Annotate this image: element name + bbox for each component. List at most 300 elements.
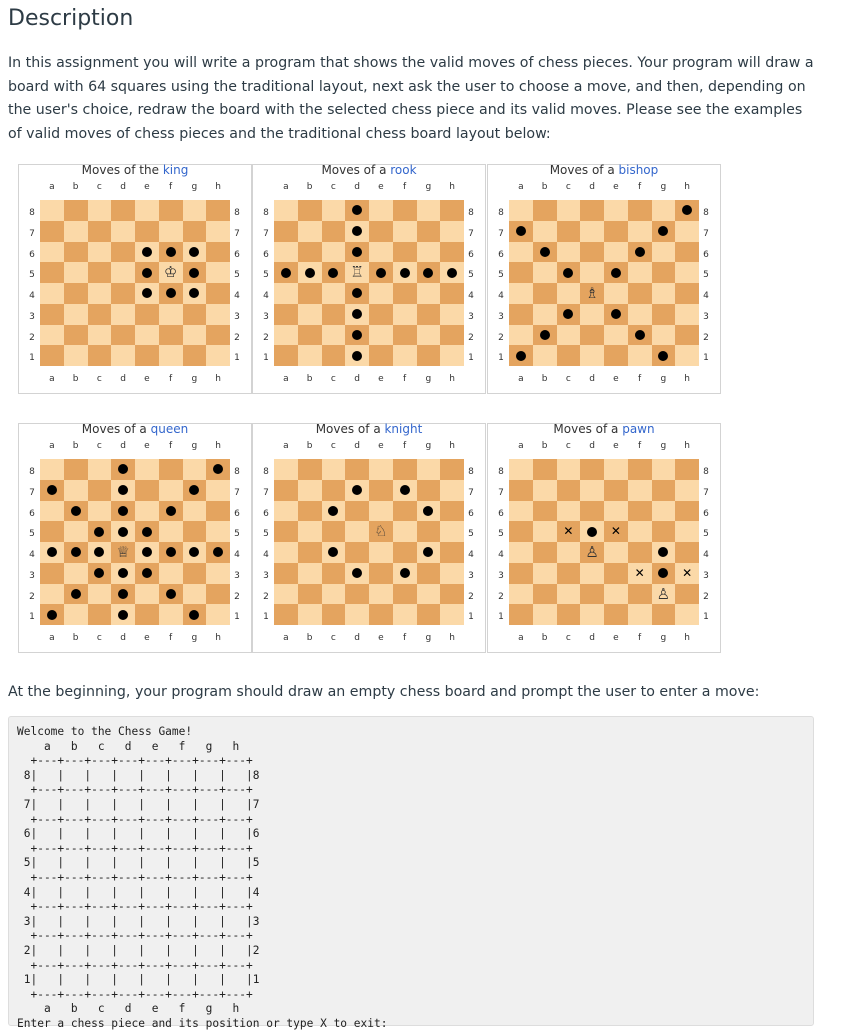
valid-move-dot [47,610,57,620]
file-label: c [330,182,336,192]
board-square [274,200,298,221]
rank-label: 3 [263,311,269,322]
rank-label: 2 [703,332,709,343]
board-square [64,563,88,584]
rank-label: 6 [29,249,35,260]
board-square [533,459,557,480]
board-square [64,345,88,366]
capture-mark-icon: ✕ [634,565,645,580]
file-label: b [306,182,313,192]
rank-label: 2 [498,591,504,602]
rank-label: 8 [263,208,269,218]
file-label: b [541,441,548,451]
board-square [440,584,464,605]
rank-label: 8 [468,467,474,477]
rank-label: 8 [234,467,240,477]
board-square [40,563,64,584]
valid-move-dot [189,610,199,620]
file-label: a [49,441,55,451]
rank-label: 7 [703,228,709,239]
diagram-knight [252,423,486,653]
board-square [298,584,322,605]
file-label: c [96,182,102,192]
diagram-queen [18,423,252,653]
board-square [393,242,417,263]
board-square [64,325,88,346]
board-square [417,584,441,605]
rank-label: 2 [29,332,35,343]
caption-piece-link[interactable]: knight [384,422,423,436]
board-square [417,283,441,304]
rank-labels [232,203,242,393]
file-label: f [638,374,642,384]
valid-move-dot [118,506,128,516]
valid-move-dot [71,506,81,516]
valid-move-dot [166,506,176,516]
rank-label: 4 [498,550,504,560]
rank-label: 4 [234,550,240,560]
capture-mark-icon: ✕ [563,524,574,539]
board-square [628,480,652,501]
board-square [206,604,230,625]
caption-piece-link[interactable]: bishop [618,163,659,177]
board-square [533,221,557,242]
rank-label: 6 [468,249,474,260]
board-square [183,521,207,542]
rank-label: 7 [703,487,709,498]
board-square [417,242,441,263]
board-square [369,304,393,325]
file-label: a [283,441,289,451]
valid-move-dot [611,309,621,319]
board-square [274,283,298,304]
file-label: a [283,633,289,643]
board-square [652,521,676,542]
file-label: b [72,633,79,643]
board-square [322,604,346,625]
file-label: f [169,633,173,643]
file-label: c [565,182,571,192]
file-label: f [638,182,642,192]
board-square [183,501,207,522]
file-label: a [49,182,55,192]
board-square [369,584,393,605]
rank-label: 7 [498,228,504,239]
file-label: d [120,633,126,643]
board-square [628,459,652,480]
valid-move-dot [352,247,362,257]
rank-label: 5 [468,529,474,540]
board-square [183,563,207,584]
prompt-paragraph: At the beginning, your program should draw an empty chess board and prompt the user to enter a move: [8,684,760,700]
file-label: e [144,441,150,451]
board-square [40,242,64,263]
board-square [628,283,652,304]
rank-label: 4 [703,291,709,301]
board-square [533,501,557,522]
chess-board [509,200,699,366]
board-square [652,304,676,325]
valid-move-dot [400,485,410,495]
board-square [652,283,676,304]
valid-move-dot [189,268,199,278]
pawn-piece-icon: ♙ [585,543,599,561]
file-label: b [306,374,313,384]
board-square [274,325,298,346]
board-square [274,242,298,263]
rank-label: 4 [468,550,474,560]
rank-label: 5 [468,270,474,281]
board-square [509,283,533,304]
board-square [274,480,298,501]
file-label: d [589,441,595,451]
board-square [40,459,64,480]
board-square [274,459,298,480]
board-square [64,480,88,501]
rank-label: 3 [468,570,474,581]
board-square [440,221,464,242]
board-square [64,459,88,480]
file-label: h [215,633,221,643]
rank-label: 6 [498,508,504,519]
file-label: h [449,182,455,192]
rank-label: 1 [263,612,269,623]
board-square [628,304,652,325]
file-label: g [660,633,667,643]
rank-label: 8 [703,208,709,218]
file-label: h [215,374,221,384]
board-square [417,604,441,625]
rank-label: 7 [468,487,474,498]
board-square [322,563,346,584]
rank-label: 5 [29,270,35,281]
board-square [111,325,135,346]
diagram-caption [253,422,485,436]
caption-piece-link[interactable]: rook [390,163,417,177]
rank-label: 3 [234,570,240,581]
board-square [393,521,417,542]
file-label: e [144,374,150,384]
rank-label: 5 [263,529,269,540]
board-square [557,480,581,501]
board-square [417,563,441,584]
diagram-caption [253,163,485,177]
board-square [64,221,88,242]
board-square [440,304,464,325]
rank-label: 3 [29,570,35,581]
board-square [440,563,464,584]
board-square [159,304,183,325]
rank-label: 5 [703,529,709,540]
board-square [322,459,346,480]
board-square [274,345,298,366]
rank-label: 5 [29,529,35,540]
board-square [88,501,112,522]
caption-piece-link[interactable]: pawn [622,422,655,436]
board-square [440,501,464,522]
rank-label: 2 [234,591,240,602]
rank-label: 4 [234,291,240,301]
valid-move-dot [658,351,668,361]
file-label: b [72,374,79,384]
capture-mark-icon: ✕ [610,524,621,539]
board-square [40,584,64,605]
board-square [183,584,207,605]
board-square [322,200,346,221]
file-label: e [378,182,384,192]
file-label: b [306,633,313,643]
board-square [533,521,557,542]
board-square [440,283,464,304]
board-square [183,304,207,325]
board-square [206,325,230,346]
valid-move-dot [166,288,176,298]
board-square [604,604,628,625]
board-square [652,604,676,625]
valid-move-dot [587,527,597,537]
board-square [274,304,298,325]
board-square [675,459,699,480]
board-square [533,480,557,501]
board-square [580,584,604,605]
board-square [533,604,557,625]
board-square [393,542,417,563]
board-square [533,283,557,304]
board-square [274,521,298,542]
board-square [509,242,533,263]
rank-label: 1 [29,612,35,623]
file-label: c [330,633,336,643]
board-square [88,242,112,263]
file-label: c [565,633,571,643]
valid-move-dot [352,351,362,361]
board-square [628,221,652,242]
board-square [652,200,676,221]
board-square [298,542,322,563]
board-square [580,480,604,501]
board-square [88,584,112,605]
caption-text: Moves of a [81,422,151,436]
valid-move-dot [447,268,457,278]
board-square [604,283,628,304]
board-square [88,304,112,325]
rank-label: 8 [234,208,240,218]
board-square [580,459,604,480]
board-square [417,459,441,480]
valid-move-dot [142,527,152,537]
rank-label: 5 [498,529,504,540]
file-label: b [72,182,79,192]
board-square [206,304,230,325]
rank-label: 5 [263,270,269,281]
board-square [159,345,183,366]
board-square [440,480,464,501]
board-square [369,563,393,584]
rank-label: 3 [234,311,240,322]
capture-mark-icon: ✕ [682,565,693,580]
valid-move-dot [611,268,621,278]
board-square [628,542,652,563]
rank-label: 2 [468,332,474,343]
caption-text: Moves of a [315,422,385,436]
board-square [183,459,207,480]
board-square [604,242,628,263]
rank-label: 6 [234,508,240,519]
rank-label: 8 [498,467,504,477]
board-square [183,345,207,366]
rank-label: 2 [498,332,504,343]
board-square [322,345,346,366]
board-square [88,221,112,242]
valid-move-dot [376,268,386,278]
board-square [533,304,557,325]
board-square [40,325,64,346]
rank-label: 7 [468,228,474,239]
rank-label: 6 [498,249,504,260]
rank-label: 7 [263,228,269,239]
rank-label: 7 [498,487,504,498]
file-label: b [541,182,548,192]
file-labels [509,374,699,384]
board-square [111,345,135,366]
board-square [675,242,699,263]
valid-move-dot [166,247,176,257]
caption-piece-link[interactable]: king [162,163,189,177]
board-square [393,501,417,522]
board-square [298,221,322,242]
board-square [440,242,464,263]
valid-move-dot [540,330,550,340]
pawn-piece-icon: ♙ [656,584,671,603]
rank-label: 5 [234,529,240,540]
file-label: f [638,633,642,643]
file-label: d [589,374,595,384]
file-label: c [96,633,102,643]
file-labels [509,633,699,643]
file-label: e [144,633,150,643]
board-square [417,345,441,366]
board-square [64,283,88,304]
file-label: h [684,633,690,643]
board-square [206,221,230,242]
board-square [628,200,652,221]
file-label: b [72,441,79,451]
valid-move-dot [305,268,315,278]
rank-label: 1 [468,612,474,623]
valid-move-dot [94,527,104,537]
board-square [274,221,298,242]
rank-label: 3 [498,311,504,322]
file-label: h [449,441,455,451]
board-square [580,563,604,584]
board-square [322,480,346,501]
rank-labels [27,203,37,393]
file-label: f [403,633,407,643]
board-square [64,262,88,283]
rank-label: 4 [468,291,474,301]
rank-labels [496,462,506,652]
board-square [417,480,441,501]
rank-label: 1 [263,353,269,364]
board-square [206,563,230,584]
board-square [64,200,88,221]
rank-label: 2 [703,591,709,602]
board-square [274,604,298,625]
file-label: e [378,441,384,451]
valid-move-dot [352,330,362,340]
board-square [274,501,298,522]
board-square [111,242,135,263]
board-square [40,304,64,325]
file-label: e [613,633,619,643]
file-label: g [425,182,432,192]
board-square [580,345,604,366]
valid-move-dot [400,268,410,278]
chess-board [509,459,699,625]
board-square [135,604,159,625]
board-square [159,221,183,242]
board-square [159,459,183,480]
board-square [369,501,393,522]
board-square [652,501,676,522]
rank-label: 6 [703,249,709,260]
board-square [509,459,533,480]
board-square [509,584,533,605]
file-label: g [425,374,432,384]
board-square [135,480,159,501]
board-square [557,563,581,584]
file-label: e [613,374,619,384]
file-labels [40,374,230,384]
rank-labels [232,462,242,652]
board-square [675,221,699,242]
board-square [298,325,322,346]
board-square [393,459,417,480]
board-square [393,221,417,242]
file-label: a [49,374,55,384]
file-label: f [403,441,407,451]
file-label: e [378,374,384,384]
board-square [369,542,393,563]
valid-move-dot [142,268,152,278]
board-square [369,345,393,366]
rank-label: 6 [234,249,240,260]
rank-label: 3 [263,570,269,581]
board-square [40,262,64,283]
board-square [369,480,393,501]
file-label: d [120,441,126,451]
valid-move-dot [47,485,57,495]
board-square [509,542,533,563]
file-label: c [565,441,571,451]
board-square [417,325,441,346]
board-square [345,501,369,522]
file-label: h [449,374,455,384]
board-square [111,262,135,283]
chess-board [40,459,230,625]
board-square [298,501,322,522]
caption-piece-link[interactable]: queen [150,422,189,436]
rank-label: 8 [263,467,269,477]
diagram-caption [19,163,251,177]
board-square [557,542,581,563]
board-square [345,604,369,625]
file-label: c [96,374,102,384]
page-title: Description [8,6,134,31]
file-labels [274,374,464,384]
board-square [440,542,464,563]
file-label: f [638,441,642,451]
